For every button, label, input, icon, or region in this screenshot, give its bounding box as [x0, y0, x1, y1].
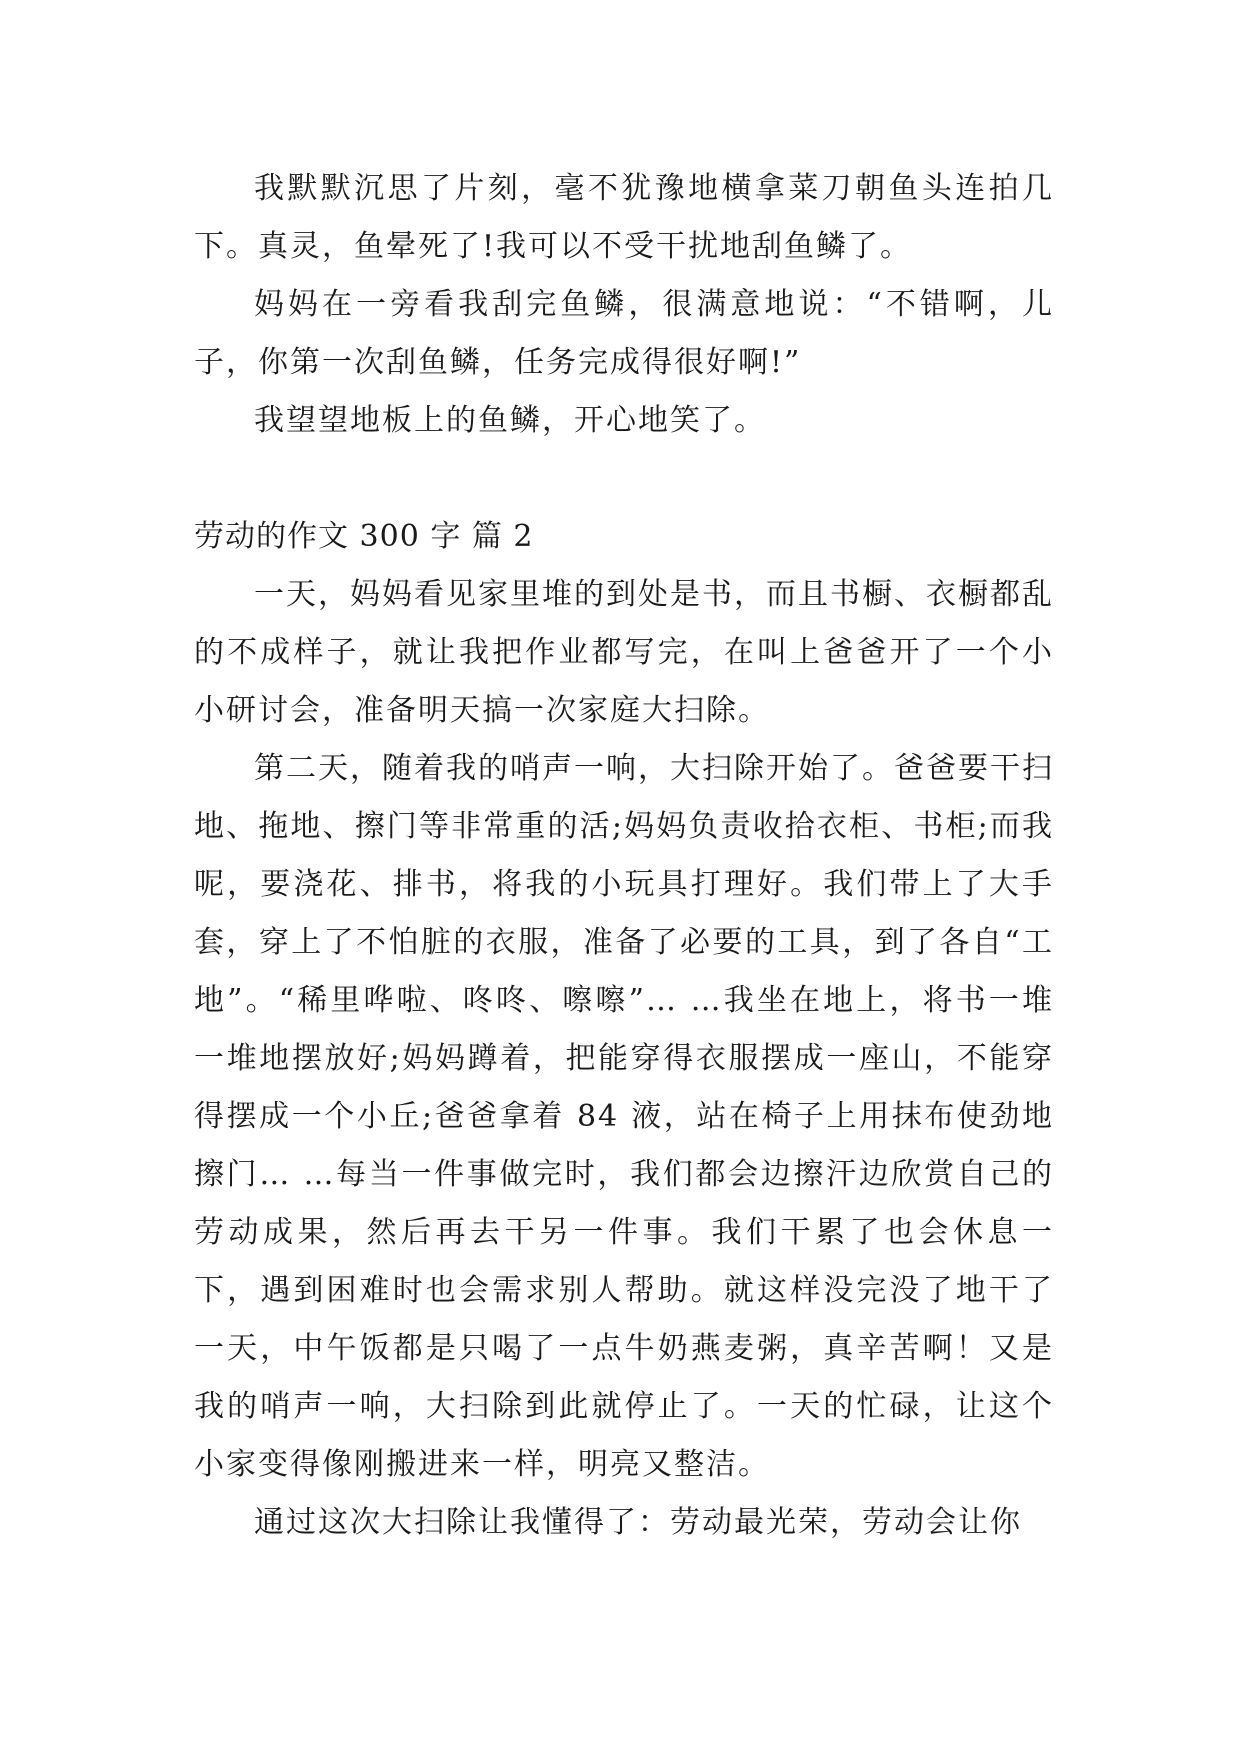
paragraph-2: 妈妈在一旁看我刮完鱼鳞，很满意地说：“不错啊，儿子，你第一次刮鱼鳞，任务完成得很好啊!”	[194, 287, 1054, 380]
paragraph-4: 一天，妈妈看见家里堆的到处是书，而且书橱、衣橱都乱的不成样子，就让我把作业都写完，在叫上爸爸开了一个小小研讨会，准备明天搞一次家庭大扫除。	[194, 577, 1054, 728]
paragraph-3: 我望望地板上的鱼鳞，开心地笑了。	[254, 403, 766, 438]
paragraph-5: 第二天，随着我的哨声一响，大扫除开始了。爸爸要干扫地、拖地、擦门等非常重的活;妈妈负责收拾衣柜、书柜;而我呢，要浇花、排书，将我的小玩具打理好。我们带上了大手套，穿上了不怕脏的衣服，准备了必要的工具，到了各自“工地”。“稀里哗啦、咚咚、嚓嚓”… …我坐在地上，将书一堆一堆地摆放好;妈妈蹲着，把能穿得衣服摆成一座山，不能穿得摆成一个小丘;爸爸拿着 84 液，站在椅子上用抹布使劲地擦门… …每当一件事做完时，我们都会边擦汗边欣赏自己的劳动成果，然后再去干另一件事。我们干累了也会休息一下，遇到困难时也会需求别人帮助。就这样没完没了地干了一天，中午饭都是只喝了一点牛奶燕麦粥，真辛苦啊！又是我的哨声一响，大扫除到此就停止了。一天的忙碌，让这个小家变得像刚搬进来一样，明亮又整洁。	[194, 751, 1054, 1482]
section-title: 劳动的作文 300 字 篇 2	[194, 519, 534, 554]
document-body	[194, 160, 1054, 1552]
paragraph-1: 我默默沉思了片刻，毫不犹豫地横拿菜刀朝鱼头连拍几下。真灵，鱼晕死了!我可以不受干扰地刮鱼鳞了。	[194, 171, 1054, 264]
paragraph-6: 通过这次大扫除让我懂得了：劳动最光荣，劳动会让你	[254, 1505, 1022, 1540]
